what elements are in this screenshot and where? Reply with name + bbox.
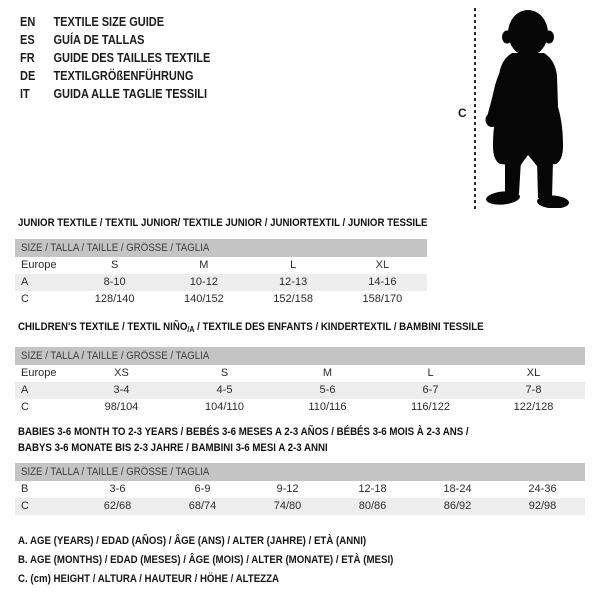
table-cell: 98/104 xyxy=(104,401,139,413)
toddler-silhouette-icon xyxy=(484,8,572,208)
measure-label-c: C xyxy=(458,106,467,120)
babies-table-title xyxy=(18,425,530,456)
table-row xyxy=(15,291,427,308)
children-size-table xyxy=(15,347,585,416)
table-cell: M xyxy=(322,367,333,379)
table-cell: 12-18 xyxy=(358,483,387,495)
row-label-cell: C xyxy=(21,500,29,512)
footnote-line-b: B. AGE (MONTHS) / EDAD (MESES) / ÂGE (MOIS) / ALTER (MONATE) / ETÀ (MESI) xyxy=(18,554,394,566)
table-cell: 9-12 xyxy=(276,483,299,495)
table-cell: 110/116 xyxy=(308,401,347,413)
children-title-suffix: / TEXTILE DES ENFANTS / KINDERTEXTIL / BAMBINI TESSILE xyxy=(194,321,484,333)
table-cell: L xyxy=(427,367,434,379)
size-header-label: SIZE / TALLA / TAILLE / GRÖSSE / TAGLIA xyxy=(21,242,210,254)
table-cell: 14-16 xyxy=(368,276,397,288)
table-cell: 4-5 xyxy=(216,384,233,396)
language-code: FR xyxy=(20,51,35,65)
table-cell: 12-13 xyxy=(279,276,308,288)
table-cell: 8-10 xyxy=(103,276,126,288)
size-header-bar xyxy=(15,239,427,257)
language-label: GUÍA DE TALLAS xyxy=(53,33,145,47)
table-row xyxy=(15,382,585,399)
footnote-line-c: C. (cm) HEIGHT / ALTURA / HAUTEUR / HÖHE / ALTEZZA xyxy=(18,573,280,585)
table-cell: M xyxy=(199,259,209,271)
table-cell: XL xyxy=(375,259,390,271)
language-code: IT xyxy=(20,87,30,101)
children-title-prefix: CHILDREN'S TEXTILE / TEXTIL NIÑO xyxy=(18,321,188,333)
table-cell: 7-8 xyxy=(525,384,542,396)
babies-title-line1: BABIES 3-6 MONTH TO 2-3 YEARS / BEBÉS 3-6 MESES A 2-3 AÑOS / BÉBÉS 3-6 MOIS À 2-3 ANS / xyxy=(18,426,469,438)
size-header-bar xyxy=(15,347,585,365)
language-row xyxy=(20,49,210,67)
row-label-cell: A xyxy=(21,384,29,396)
language-row xyxy=(20,85,210,103)
table-cell: S xyxy=(220,367,229,379)
row-label-cell: Europe xyxy=(21,259,57,271)
table-row xyxy=(15,365,585,382)
table-cell: 128/140 xyxy=(94,293,135,305)
size-header-label: SIZE / TALLA / TAILLE / GRÖSSE / TAGLIA xyxy=(21,350,210,362)
table-cell: 152/158 xyxy=(273,293,313,305)
table-cell: 68/74 xyxy=(188,500,217,512)
language-code: ES xyxy=(20,33,35,47)
table-row xyxy=(15,257,427,274)
language-row xyxy=(20,67,210,85)
table-cell: 122/128 xyxy=(513,401,554,413)
table-cell: L xyxy=(290,259,297,271)
babies-title-line2: BABYS 3-6 MONATE BIS 2-3 JAHRE / BAMBINI 3-6 MESI A 2-3 ANNI xyxy=(18,441,328,454)
language-code: EN xyxy=(20,15,36,29)
table-cell: 5-6 xyxy=(319,384,336,396)
language-label: GUIDA ALLE TAGLIE TESSILI xyxy=(53,87,208,101)
size-header-bar xyxy=(15,463,585,481)
language-label: GUIDE DES TAILLES TEXTILE xyxy=(53,51,211,65)
children-title-subscript: /A xyxy=(187,325,195,334)
children-table-title xyxy=(18,321,484,334)
row-label-cell: A xyxy=(21,276,29,288)
babies-size-table xyxy=(15,463,585,515)
table-row xyxy=(15,399,585,416)
table-row xyxy=(15,274,427,291)
table-cell: 80/86 xyxy=(358,500,387,512)
junior-size-table xyxy=(15,239,427,308)
table-cell: 140/152 xyxy=(183,293,224,305)
table-cell: 24-36 xyxy=(528,483,557,495)
table-cell: 10-12 xyxy=(189,276,218,288)
table-cell: 6-9 xyxy=(194,483,211,495)
table-cell: XS xyxy=(114,367,129,379)
footnotes xyxy=(18,532,445,589)
table-cell: 18-24 xyxy=(443,483,472,495)
table-row xyxy=(15,481,585,498)
table-cell: S xyxy=(110,259,119,271)
table-cell: 3-4 xyxy=(113,384,130,396)
height-measure-dashed-line xyxy=(474,8,476,209)
size-header-label: SIZE / TALLA / TAILLE / GRÖSSE / TAGLIA xyxy=(21,466,210,478)
language-list xyxy=(20,13,236,103)
language-row xyxy=(20,31,210,49)
row-label-cell: C xyxy=(21,401,29,413)
table-cell: 158/170 xyxy=(362,293,403,305)
row-label-cell: C xyxy=(21,293,29,305)
table-cell: 104/110 xyxy=(205,401,244,413)
table-cell: 116/122 xyxy=(411,401,450,413)
table-cell: 86/92 xyxy=(443,500,472,512)
footnote-line-a: A. AGE (YEARS) / EDAD (AÑOS) / ÂGE (ANS) / ALTER (JAHRE) / ETÀ (ANNI) xyxy=(18,535,367,547)
table-cell: XL xyxy=(526,367,541,379)
table-row xyxy=(15,498,585,515)
language-label: TEXTILE SIZE GUIDE xyxy=(53,15,165,29)
table-cell: 74/80 xyxy=(273,500,302,512)
table-cell: 92/98 xyxy=(528,500,557,512)
table-cell: 6-7 xyxy=(422,384,439,396)
language-code: DE xyxy=(20,69,36,83)
language-label: TEXTILGRÖßENFÜHRUNG xyxy=(53,69,194,83)
table-cell: 3-6 xyxy=(109,483,126,495)
table-cell: 62/68 xyxy=(103,500,132,512)
row-label-cell: B xyxy=(21,483,29,495)
row-label-cell: Europe xyxy=(21,367,57,379)
language-row xyxy=(20,13,210,31)
junior-table-title: JUNIOR TEXTILE / TEXTIL JUNIOR/ TEXTILE JUNIOR / JUNIORTEXTIL / JUNIOR TESSILE xyxy=(18,217,428,229)
